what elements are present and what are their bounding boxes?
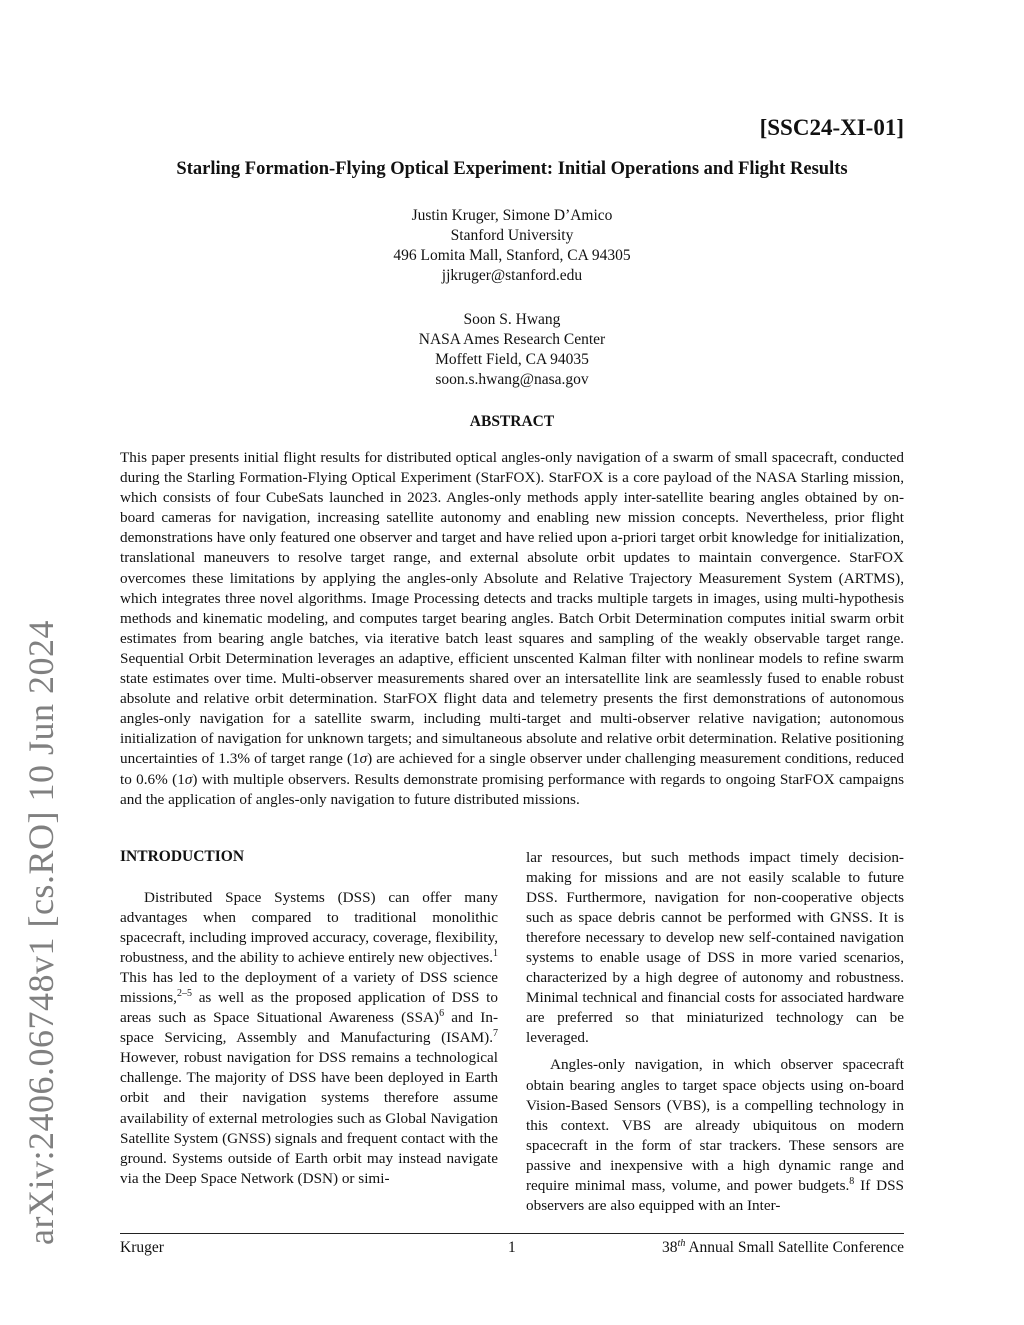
intro-paragraph-continued: lar resources, but such methods impact timely decision-making for missions and are not easily scalable to future DSS. Furthermore, navigation for non-cooperative objects such as space debris cannot be performed with GNSS. It is therefore necessary to develop new self-contained navigation systems to enable usage of DSS in more varied scenarios, characterized by a high degree of autonomy and robustness. Minimal technical and financial costs for associated hardware are preferred so that miniaturized technology can be leveraged. <box>526 849 904 1047</box>
author-email: jjkruger@stanford.edu <box>441 267 583 284</box>
author-names: Soon S. Hwang <box>463 311 561 328</box>
sigma-symbol: σ <box>359 750 368 768</box>
body-text: Angles-only navigation, in which observer spacecraft obtain bearing angles to target space objects using on-board Vision-Based Sensors (VBS), is a compelling technology in this context. VBS are already ubiquitous on modern spacecraft in the form of star trackers. These sensors are passive and inexpensive with a high dynamic range and require minimal mass, volume, and power budgets. <box>526 1056 904 1194</box>
body-text: Distributed Space Systems (DSS) can offer many advantages when compared to traditional monolithic spacecraft, including improved accuracy, coverage, flexibility, robustness, and the ability to achieve entirely new objectives. <box>120 889 498 967</box>
author-affiliation: Stanford University <box>450 227 574 244</box>
body-text: However, robust navigation for DSS remains a technological challenge. The majority of DSS have been deployed in Earth orbit and their navigation systems therefore assume availability of external metrologies such as Global Navigation Satellite System (GNSS) signals and frequent contact with the ground. Systems outside of Earth orbit may instead navigate via the Deep Space Network (DSN) or simi- <box>120 1049 498 1187</box>
citation: 6 <box>439 1008 445 1020</box>
body-text: If DSS observers are also equipped with an Inter- <box>526 1176 904 1214</box>
intro-paragraph <box>526 1055 904 1215</box>
citation: 8 <box>849 1175 855 1187</box>
intro-paragraph <box>120 888 498 1189</box>
abstract-text: This paper presents initial flight results for distributed optical angles-only navigation of a swarm of small spacecraft, conducted during the Starling Formation-Flying Optical Experiment (StarFOX). StarFOX is a core payload of the NASA Starling mission, which consists of four CubeSats launched in 2023. Angles-only methods apply inter-satellite bearing angles obtained by on-board cameras for navigation, increasing satellite autonomy and enabling new mission concepts. Nevertheless, prior flight demonstrations have only featured one observer and target and have relied upon a-priori target orbit knowledge for initialization, translational maneuvers to resolve target range, and external absolute orbit updates to maintain convergence. StarFOX overcomes these limitations by applying the angles-only Absolute and Relative Trajectory Measurement System (ARTMS), which integrates three novel algorithms. Image Processing detects and tracks multiple targets in images, using multi-hypothesis methods and kinematic modeling, and computes target bearing angles. Batch Orbit Determination computes initial swarm orbit estimates from bearing angle batches, via iterative batch least squares and sampling of the weakly observable target range. Sequential Orbit Determination leverages an adaptive, efficient unscented Kalman filter with nonlinear models to refine swarm state estimates over time. Multi-observer measurements shared over an intersatellite link are seamlessly fused to enable robust absolute and relative orbit determination. StarFOX flight data and telemetry presents the first demonstrations of autonomous angles-only navigation for a satellite swarm, including multi-target and multi-observer relative navigation; autonomous initialization of navigation for unknown targets; and simultaneous absolute and relative orbit determination. Relative positioning uncertainties of 1.3% of target range (1 <box>120 449 904 768</box>
left-column <box>120 888 498 1189</box>
author-block <box>120 206 904 286</box>
footer-divider <box>120 1233 904 1234</box>
citation: 2–5 <box>176 988 192 1000</box>
body-text: as well as the proposed application of DSS to areas such as Space Situational Awareness (SSA) <box>120 989 498 1027</box>
abstract-text: ) with multiple observers. Results demonstrate promising performance with regards to ongoing StarFOX campaigns and the application of angles-only navigation to future distributed missions. <box>120 770 904 808</box>
ordinal-suffix: th <box>677 1237 686 1249</box>
section-heading-introduction: INTRODUCTION <box>120 848 245 865</box>
abstract-text: ) are achieved for a single observer under challenging measurement conditions, reduced to 0.6% (1 <box>120 750 904 788</box>
author-address: Moffett Field, CA 94035 <box>435 351 589 368</box>
footer-conference <box>662 1239 904 1257</box>
report-id: [SSC24-XI-01] <box>759 115 904 140</box>
paper-title: Starling Formation-Flying Optical Experiment: Initial Operations and Flight Results <box>176 159 848 179</box>
sigma-symbol: σ <box>184 770 193 788</box>
author-block <box>120 310 904 390</box>
conference-name: Annual Small Satellite Conference <box>685 1239 904 1256</box>
body-text: This has led to the deployment of a variety of DSS science missions, <box>120 969 498 1007</box>
abstract-heading: ABSTRACT <box>469 413 555 430</box>
arxiv-identifier-stamp: arXiv:2406.06748v1 [cs.RO] 10 Jun 2024 <box>21 620 61 1245</box>
citation: 1 <box>493 948 498 960</box>
author-affiliation: NASA Ames Research Center <box>418 331 606 348</box>
footer-author: Kruger <box>120 1239 164 1256</box>
abstract-body <box>120 448 904 810</box>
citation: 7 <box>493 1028 498 1040</box>
right-column <box>526 848 904 1216</box>
author-email: soon.s.hwang@nasa.gov <box>435 371 589 388</box>
conference-number: 38 <box>662 1239 678 1256</box>
author-address: 496 Lomita Mall, Stanford, CA 94305 <box>393 247 631 264</box>
page-number: 1 <box>508 1239 516 1256</box>
body-text: and In-space Servicing, Assembly and Manufacturing (ISAM). <box>120 1009 499 1047</box>
author-names: Justin Kruger, Simone D’Amico <box>411 207 613 224</box>
